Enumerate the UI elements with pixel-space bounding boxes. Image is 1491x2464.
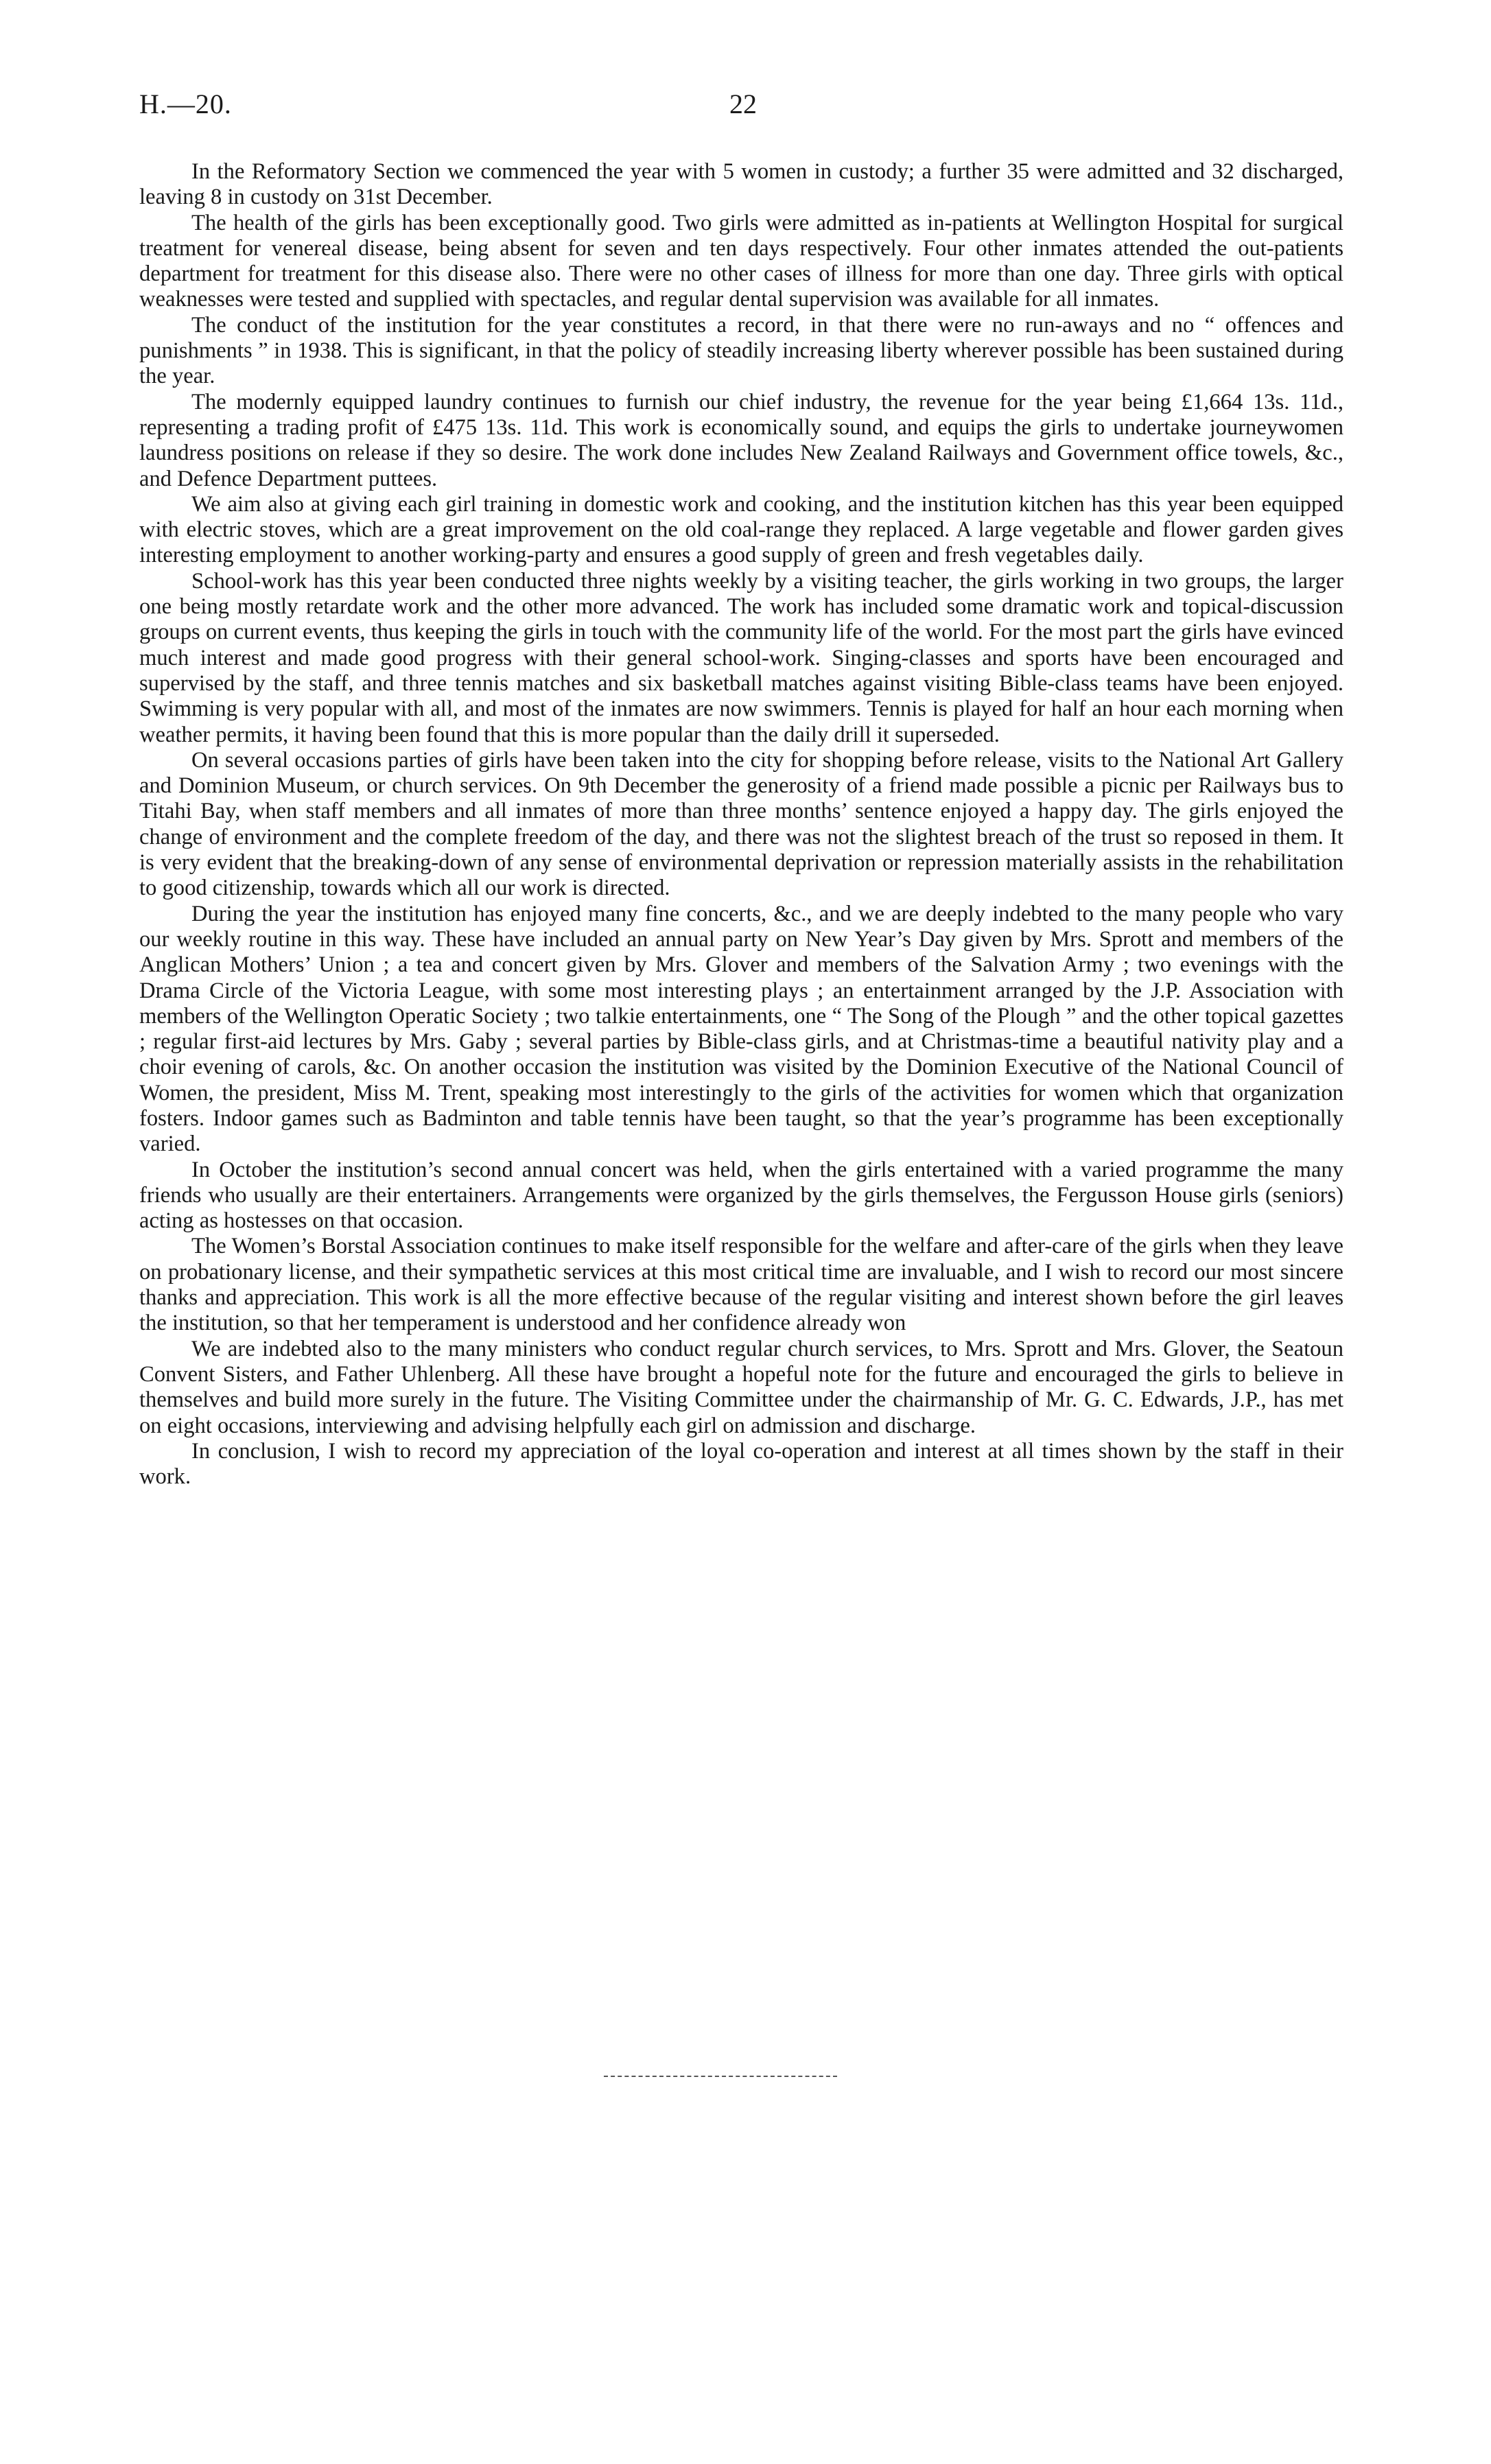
paragraph-laundry: The modernly equipped laundry continues to furnish our chief industry, the revenue for the year being £1,664 13s. 11d., representing a trading profit of £475 13s. 11d. This work is economically sound, and equips the girls to undertake journeywomen laundress positions on release if they so desire. The work done includes New Zealand Railways and Government office towels, &c., and Defence Department puttees. [139,389,1343,491]
paragraph-health: The health of the girls has been exceptionally good. Two girls were admitted as in-patients at Wellington Hospital for surgical treatment for venereal disease, being absent for seven and ten days respectively. Four other inmates attended the out-patients department for treatment for this disease also. There were no other cases of illness for more than one day. Three girls with optical weaknesses were tested and supplied with spectacles, and regular dental supervision was available for all inmates. [139,210,1343,312]
document-reference: H.—20. [139,89,232,119]
paragraph-acknowledgements: We are indebted also to the many ministers who conduct regular church services, to Mrs. Sprott and Mrs. Glover, the Seatoun Convent Sisters, and Father Uhlenberg. All these have brought a hopeful note for the future and encouraged the girls to believe in themselves and build more surely in the future. The Visiting Committee under the chairmanship of Mr. G. C. Edwards, J.P., has met on eight occasions, interviewing and advising helpfully each girl on admission and discharge. [139,1336,1343,1438]
paragraph-concerts: During the year the institution has enjoyed many fine concerts, &c., and we are deeply indebted to the many people who vary our weekly routine in this way. These have included an annual party on New Year’s Day given by Mrs. Sprott and members of the Anglican Mothers’ Union ; a tea and concert given by Mrs. Glover and members of the Salvation Army ; two evenings with the Drama Circle of the Victoria League, with some most interesting plays ; an entertainment arranged by the J.P. Association with members of the Wellington Operatic Society ; two talkie entertainments, one “ The Song of the Plough ” and the other topical gazettes ; regular first-aid lectures by Mrs. Gaby ; several parties by Bible-class girls, and at Christmas-time a beautiful nativity play and a choir evening of carols, &c. On another occasion the institution was visited by the Dominion Executive of the National Council of Women, the president, Miss M. Trent, speaking most interestingly to the girls of the activities for women which that organization fosters. Indoor games such as Badminton and table tennis have been taught, so that the year’s programme has been exceptionally varied. [139,901,1343,1157]
paragraph-conclusion: In conclusion, I wish to record my appreciation of the loyal co-operation and interest at all times shown by the staff in their work. [139,1438,1343,1490]
page-number: 22 [729,89,757,119]
page-header [139,88,1347,129]
paragraph-borstal-association: The Women’s Borstal Association continues to make itself responsible for the welfare and after-care of the girls when they leave on probationary license, and their sympathetic services at this most critical time are invaluable, and I wish to record our most sincere thanks and appreciation. This work is all the more effective because of the regular visiting and interest shown before the girl leaves the institution, so that her temperament is understood and her confidence already won [139,1234,1343,1336]
paragraph-conduct: The conduct of the institution for the year constitutes a record, in that there were no run-aways and no “ offences and punishments ” in 1938. This is significant, in that the policy of steadily increasing liberty wherever possible has been sustained during the year. [139,312,1343,389]
report-body [139,159,1343,1490]
paragraph-school-work: School-work has this year been conducted three nights weekly by a visiting teacher, the girls working in two groups, the larger one being mostly retardate work and the other more advanced. The work has included some dramatic work and topical-discussion groups on current events, thus keeping the girls in touch with the community life of the world. For the most part the girls have evinced much interest and made good progress with their general school-work. Singing-classes and sports have been encouraged and supervised by the staff, and three tennis matches and six basketball matches against visiting Bible-class teams have been enjoyed. Swimming is very popular with all, and most of the inmates are now swimmers. Tennis is played for half an hour each morning when weather permits, it having been found that this is more popular than the daily drill it superseded. [139,568,1343,747]
paragraph-domestic-training: We aim also at giving each girl training in domestic work and cooking, and the institution kitchen has this year been equipped with electric stoves, which are a great improvement on the old coal-range they replaced. A large vegetable and flower garden gives interesting employment to another working-party and ensures a good supply of green and fresh vegetables daily. [139,491,1343,568]
paragraph-annual-concert: In October the institution’s second annual concert was held, when the girls entertained with a varied programme the many friends who usually are their entertainers. Arrangements were organized by the girls themselves, the Fergusson House girls (seniors) acting as hostesses on that occasion. [139,1157,1343,1234]
paragraph-reformatory-custody: In the Reformatory Section we commenced the year with 5 women in custody; a further 35 were admitted and 32 discharged, leaving 8 in custody on 31st December. [139,159,1343,210]
paragraph-outings: On several occasions parties of girls have been taken into the city for shopping before release, visits to the National Art Gallery and Dominion Museum, or church services. On 9th December the generosity of a friend made possible a picnic per Railways bus to Titahi Bay, when staff members and all inmates of more than three months’ sentence enjoyed a happy day. The girls enjoyed the change of environment and the complete freedom of the day, and there was not the slightest breach of the trust so reposed in them. It is very evident that the breaking-down of any sense of environmental deprivation or repression materially assists in the rehabilitation to good citizenship, towards which all our work is directed. [139,747,1343,901]
closing-rule [604,2076,837,2077]
